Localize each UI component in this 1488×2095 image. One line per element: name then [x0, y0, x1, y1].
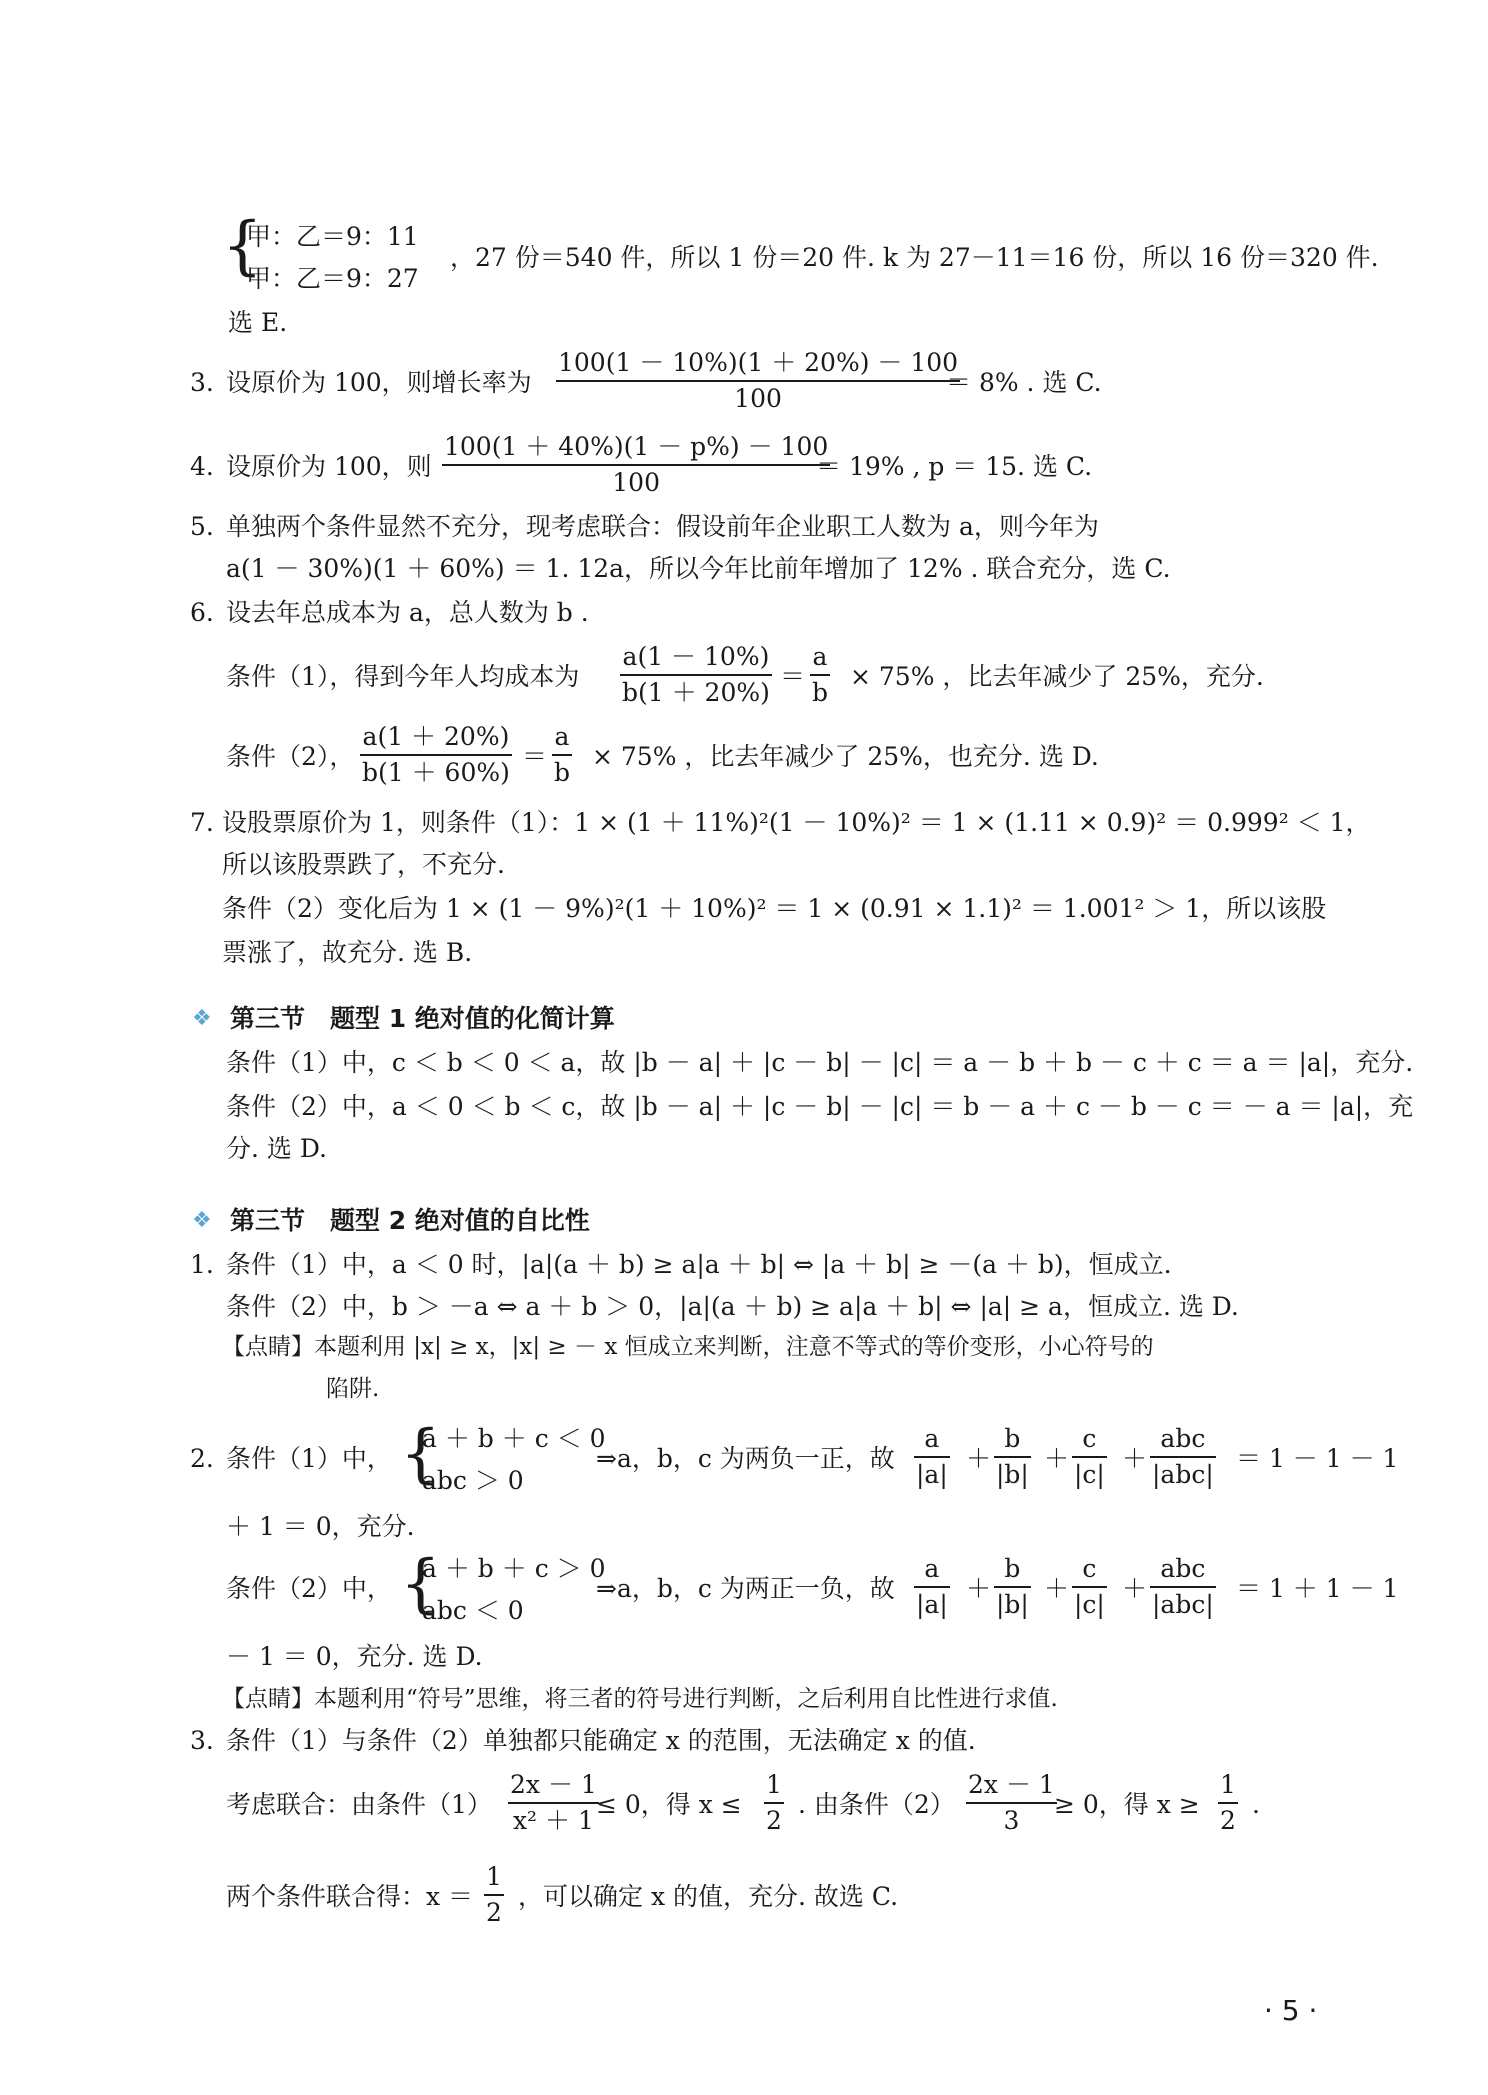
s2-q2-c2-mid: ⇒a，b，c 为两正一负，故: [596, 1574, 895, 1603]
fraction-c: [1072, 1554, 1107, 1620]
q4-number: 4.: [190, 452, 214, 481]
q6-c1-pre: 条件（1），得到今年人均成本为: [226, 662, 580, 691]
q6-c2-eq: ＝: [522, 742, 548, 771]
denominator: x² ＋ 1: [512, 1806, 594, 1835]
s2-q3-line-1: 条件（1）与条件（2）单独都只能确定 x 的范围，无法确定 x 的值.: [226, 1726, 976, 1755]
numerator: 1: [764, 1770, 784, 1804]
q7-number: 7.: [190, 808, 214, 837]
s2-q3-mid-1: ≤ 0，得 x ≤: [596, 1790, 742, 1819]
numerator: a: [914, 1424, 950, 1458]
q7-line-2: 所以该股票跌了，不充分.: [222, 850, 505, 879]
plus: ＋: [1044, 1574, 1070, 1603]
numerator: a: [914, 1554, 950, 1588]
q3-denominator: 100: [734, 384, 782, 413]
denominator: |c|: [1074, 1460, 1105, 1489]
p1-rest: ，27 份＝540 件，所以 1 份＝20 件. k 为 27－11＝16 份，所以 16 份＝320 件.: [450, 243, 1379, 272]
q5-line-1: 单独两个条件显然不充分，现考虑联合：假设前年企业职工人数为 a，则今年为: [226, 512, 1099, 541]
system-line-1: 甲：乙＝9：11: [246, 222, 419, 251]
q7-line-1: 设股票原价为 1，则条件（1）：1 × (1 ＋ 11%)²(1 － 10%)² ＝ 1 × (1.11 × 0.9)² ＝ 0.999² ＜ 1，: [222, 808, 1371, 837]
s2-q2-c2-tail: － 1 ＝ 0，充分. 选 D.: [226, 1642, 483, 1671]
sec1-line-2: 条件（2）中，a ＜ 0 ＜ b ＜ c，故 |b － a| ＋ |c － b| － |c| ＝ b － a ＋ c － b － c ＝ － a ＝ |a|，充: [226, 1092, 1414, 1121]
q6-c2-denominator: b(1 ＋ 60%): [362, 758, 510, 787]
fraction-a: [914, 1424, 950, 1490]
s2-q2-number: 2.: [190, 1444, 214, 1473]
q6-c1-numerator: a(1 － 10%): [620, 642, 772, 676]
fraction-abc: [1150, 1554, 1216, 1620]
denominator: 2: [486, 1898, 502, 1927]
s2-q3-mid-3: ≥ 0，得 x ≥: [1054, 1790, 1200, 1819]
s2-q3-fraction-1: [508, 1770, 599, 1836]
system-brace: {: [400, 1547, 441, 1621]
s2-q1-line-1: 条件（1）中，a ＜ 0 时，|a|(a ＋ b) ≥ a|a ＋ b| ⇔ |a ＋ b| ≥ －(a ＋ b)，恒成立.: [226, 1250, 1172, 1279]
tip-1-line-1: 【点睛】本题利用 |x| ≥ x，|x| ≥ － x 恒成立来判断，注意不等式的等价变形，小心符号的: [222, 1334, 1154, 1360]
p1-tail: 选 E.: [228, 308, 288, 337]
s2-q2-c1-pre: 条件（1）中，: [226, 1444, 392, 1473]
s2-q1-line-2: 条件（2）中，b ＞ －a ⇔ a ＋ b ＞ 0，|a|(a ＋ b) ≥ a|a ＋ b| ⇔ |a| ≥ a，恒成立. 选 D.: [226, 1292, 1239, 1321]
q5-line-2: a(1 － 30%)(1 ＋ 60%) ＝ 1. 12a，所以今年比前年增加了 12% . 联合充分，选 C.: [226, 554, 1171, 583]
numerator: b: [994, 1554, 1031, 1588]
q5-number: 5.: [190, 512, 214, 541]
q6-c2-post: × 75% ，比去年减少了 25%，也充分. 选 D.: [592, 742, 1099, 771]
s2-q3-mid-2: . 由条件（2）: [798, 1790, 955, 1819]
q6-c1-fraction-2: [810, 642, 830, 708]
s2-q2-c2-post: ＝ 1 ＋ 1 － 1: [1236, 1574, 1399, 1603]
numerator: 1: [484, 1862, 504, 1896]
section-1-heading: 第三节 题型 1 绝对值的化简计算: [230, 1004, 615, 1033]
q6-c2-pre: 条件（2），: [226, 742, 355, 771]
q6-c1-fraction: [620, 642, 772, 708]
numerator: 1: [1218, 1770, 1238, 1804]
q4-numerator: 100(1 ＋ 40%)(1 － p%) － 100: [442, 432, 830, 466]
s2-q2-c1-mid: ⇒a，b，c 为两负一正，故: [596, 1444, 895, 1473]
denominator: |abc|: [1152, 1460, 1214, 1489]
tip-1-line-2: 陷阱.: [326, 1376, 380, 1402]
denominator: |a|: [916, 1460, 948, 1489]
s2-q3-fraction-4: [1218, 1770, 1238, 1836]
denominator: 2: [766, 1806, 782, 1835]
section-2-heading: 第三节 题型 2 绝对值的自比性: [230, 1206, 590, 1235]
denominator: |a|: [916, 1590, 948, 1619]
s2-q2-c2-sys-1: a ＋ b ＋ c ＞ 0: [422, 1554, 606, 1583]
q6-c1-denominator-2: b: [812, 678, 829, 707]
q6-number: 6.: [190, 598, 214, 627]
q4-post: ＝ 19% , p ＝ 15. 选 C.: [816, 452, 1093, 481]
s2-q3-l3-pre: 两个条件联合得：x ＝: [226, 1882, 474, 1911]
denominator: |b|: [996, 1460, 1029, 1489]
s2-q2-c2-sys-2: abc ＜ 0: [422, 1596, 524, 1625]
s2-q3-pre: 考虑联合：由条件（1）: [226, 1790, 492, 1819]
s2-q3-fraction-2: [764, 1770, 784, 1836]
s2-q2-c1-sys-2: abc ＞ 0: [422, 1466, 524, 1495]
fraction-b: [994, 1554, 1031, 1620]
s2-q3-fraction-3: [966, 1770, 1057, 1836]
page-number: · 5 ·: [1264, 1994, 1318, 2027]
q6-c1-numerator-2: a: [810, 642, 830, 676]
numerator: c: [1072, 1554, 1107, 1588]
s2-q2-c1-post: ＝ 1 － 1 － 1: [1236, 1444, 1399, 1473]
plus: ＋: [1122, 1444, 1148, 1473]
s2-q1-number: 1.: [190, 1250, 214, 1279]
q3-numerator: 100(1 － 10%)(1 ＋ 20%) － 100: [556, 348, 960, 382]
denominator: |b|: [996, 1590, 1029, 1619]
plus: ＋: [966, 1444, 992, 1473]
q3-pre: 设原价为 100，则增长率为: [226, 368, 532, 397]
plus: ＋: [1044, 1444, 1070, 1473]
q6-c1-denominator: b(1 ＋ 20%): [622, 678, 770, 707]
q6-line-1: 设去年总成本为 a，总人数为 b .: [226, 598, 589, 627]
s2-q3-l3-post: ，可以确定 x 的值，充分. 故选 C.: [518, 1882, 899, 1911]
q7-line-4: 票涨了，故充分. 选 B.: [222, 938, 473, 967]
s2-q3-number: 3.: [190, 1726, 214, 1755]
section-bullet-icon: ❖: [192, 1208, 212, 1233]
s2-q3-mid-4: .: [1252, 1790, 1260, 1819]
tip-2: 【点睛】本题利用“符号”思维，将三者的符号进行判断，之后利用自比性进行求值.: [222, 1686, 1058, 1712]
q6-c1-post: × 75% ，比去年减少了 25%，充分.: [850, 662, 1264, 691]
q3-number: 3.: [190, 368, 214, 397]
denominator: 3: [1003, 1806, 1020, 1835]
q6-c2-numerator-2: a: [552, 722, 572, 756]
sec1-line-3: 分. 选 D.: [226, 1134, 327, 1163]
q3-post: ＝ 8% . 选 C.: [946, 368, 1102, 397]
q6-c2-fraction: [360, 722, 512, 788]
plus: ＋: [966, 1574, 992, 1603]
numerator: b: [994, 1424, 1031, 1458]
q6-c1-eq: ＝: [780, 662, 806, 691]
fraction-a: [914, 1554, 950, 1620]
q6-c2-numerator: a(1 ＋ 20%): [360, 722, 512, 756]
numerator: abc: [1150, 1554, 1216, 1588]
numerator: abc: [1150, 1424, 1216, 1458]
q4-fraction: [442, 432, 830, 498]
fraction-b: [994, 1424, 1031, 1490]
q4-pre: 设原价为 100，则: [226, 452, 432, 481]
s2-q2-c1-sys-1: a ＋ b ＋ c ＜ 0: [422, 1424, 606, 1453]
q6-c2-denominator-2: b: [554, 758, 571, 787]
s2-q2-c2-pre: 条件（2）中，: [226, 1574, 392, 1603]
fraction-abc: [1150, 1424, 1216, 1490]
q3-fraction: [556, 348, 960, 414]
sec1-line-1: 条件（1）中，c ＜ b ＜ 0 ＜ a，故 |b － a| ＋ |c － b| － |c| ＝ a － b ＋ b － c ＋ c ＝ a ＝ |a|，充分.: [226, 1048, 1414, 1077]
denominator: |abc|: [1152, 1590, 1214, 1619]
system-brace: {: [400, 1417, 441, 1491]
system-brace: {: [222, 209, 263, 283]
fraction-c: [1072, 1424, 1107, 1490]
section-bullet-icon: ❖: [192, 1006, 212, 1031]
system-line-2: 甲：乙＝9：27: [246, 264, 419, 293]
plus: ＋: [1122, 1574, 1148, 1603]
numerator: 2x － 1: [508, 1770, 599, 1804]
s2-q3-fraction-5: [484, 1862, 504, 1928]
numerator: c: [1072, 1424, 1107, 1458]
q4-denominator: 100: [612, 468, 660, 497]
q7-line-3: 条件（2）变化后为 1 × (1 － 9%)²(1 ＋ 10%)² ＝ 1 × (0.91 × 1.1)² ＝ 1.001² ＞ 1，所以该股: [222, 894, 1327, 923]
q6-c2-fraction-2: [552, 722, 572, 788]
numerator: 2x － 1: [966, 1770, 1057, 1804]
denominator: |c|: [1074, 1590, 1105, 1619]
s2-q2-c1-tail: ＋ 1 ＝ 0，充分.: [226, 1512, 415, 1541]
denominator: 2: [1220, 1806, 1236, 1835]
